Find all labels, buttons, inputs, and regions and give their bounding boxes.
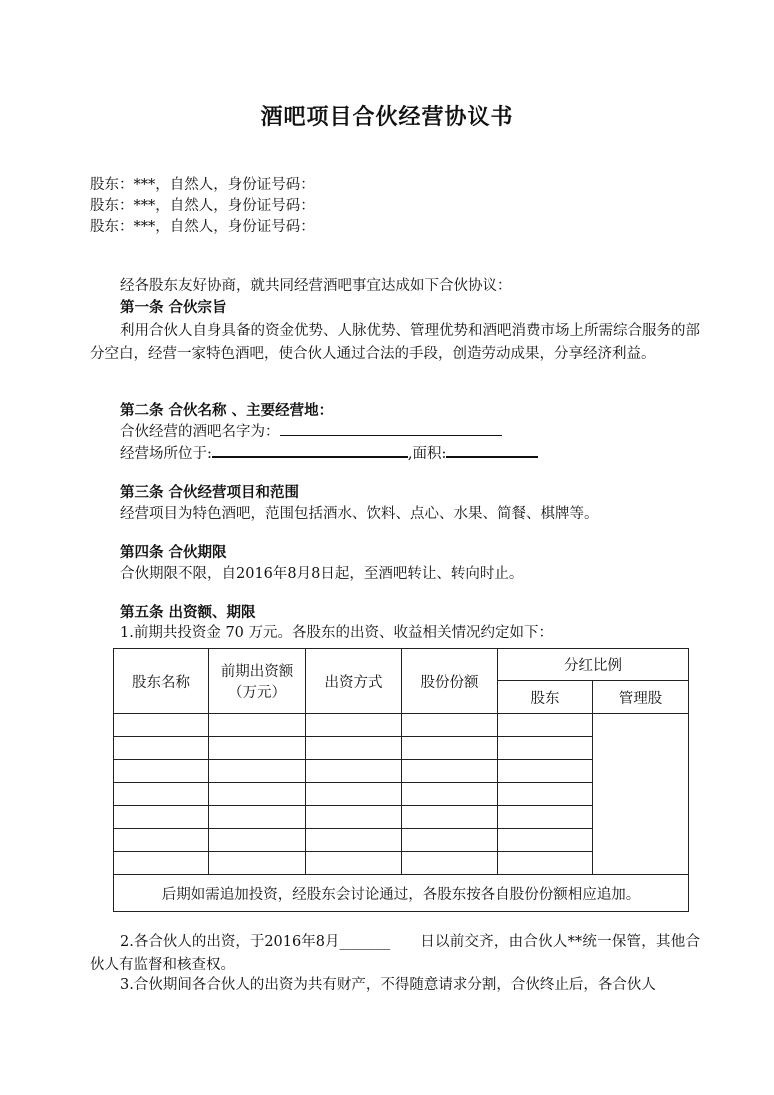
article4-body: 合伙期限不限，自2016年8月8日起，至酒吧转让、转向时止。 (120, 566, 524, 582)
shareholder-line-2: 股东：***，自然人，身份证号码： (90, 198, 315, 214)
table-cell (402, 806, 498, 829)
article5-heading: 第五条 出资额、期限 (120, 604, 256, 621)
table-cell (209, 852, 306, 875)
header-initial-amount-line1: 前期出资额 (220, 664, 294, 680)
table-cell (498, 760, 593, 783)
table-cell (114, 852, 209, 875)
header-initial-amount (209, 649, 306, 714)
header-share-amount: 股份份额 (402, 649, 498, 714)
table-cell (306, 737, 402, 760)
table-cell (498, 737, 593, 760)
article1-heading: 第一条 合伙宗旨 (120, 299, 227, 316)
table-cell (209, 737, 306, 760)
location-label: 经营场所位于: (120, 446, 212, 462)
table-cell (402, 852, 498, 875)
table-cell (402, 714, 498, 737)
table-cell (498, 852, 593, 875)
table-cell (114, 783, 209, 806)
table-cell (114, 806, 209, 829)
table-cell (498, 783, 593, 806)
article5-item3: 3.合伙期间各合伙人的出资为共有财产，不得随意请求分割，合伙终止后，各合伙人 (120, 977, 656, 993)
table-cell (498, 714, 593, 737)
table-cell (498, 806, 593, 829)
article5-item2-part2: 日以前交齐，由合伙人**统一保管，其他合伙人有监督和核查权。 (90, 934, 700, 973)
investment-table (113, 648, 689, 912)
article5-item1: 1.前期共投资金 70 万元。各股东的出资、收益相关情况约定如下： (120, 625, 554, 641)
table-cell (306, 760, 402, 783)
article3-heading: 第三条 合伙经营项目和范围 (120, 484, 300, 501)
shareholder-line-1: 股东：***，自然人，身份证号码： (90, 177, 315, 193)
shareholder-line-3: 股东：***，自然人，身份证号码： (90, 219, 315, 235)
article4-heading: 第四条 合伙期限 (120, 544, 227, 561)
header-shareholder-name: 股东名称 (114, 649, 209, 714)
table-cell (306, 852, 402, 875)
table-cell (114, 737, 209, 760)
intro-text: 经各股东友好协商，就共同经营酒吧事宜达成如下合伙协议： (120, 278, 512, 294)
header-sub-shareholder: 股东 (498, 681, 593, 714)
header-dividend-ratio: 分红比例 (498, 649, 689, 681)
header-sub-management: 管理股 (593, 681, 689, 714)
table-cell (114, 829, 209, 852)
table-cell (306, 783, 402, 806)
table-cell (402, 783, 498, 806)
table-cell (209, 783, 306, 806)
table-cell (402, 737, 498, 760)
location-blank (212, 442, 408, 458)
area-blank (446, 442, 538, 458)
bar-name-line (120, 421, 502, 443)
document-title: 酒吧项目合伙经营协议书 (260, 104, 514, 130)
location-line (120, 442, 538, 465)
article3-body: 经营项目为特色酒吧，范围包括酒水、饮料、点心、水果、简餐、棋牌等。 (120, 506, 599, 522)
article5-item2-blank: _______ (339, 934, 391, 950)
article1-body: 利用合伙人自身具备的资金优势、人脉优势、管理优势和酒吧消费市场上所需综合服务的部分空白，经营一家特色酒吧，使合伙人通过合法的手段，创造劳动成果，分享经济利益。 (90, 323, 700, 362)
table-cell (306, 806, 402, 829)
table-cell (306, 829, 402, 852)
bar-name-label: 合伙经营的酒吧名字为： (120, 424, 280, 440)
table-cell (209, 760, 306, 783)
table-cell (209, 714, 306, 737)
article5-item2-part1: 2.各合伙人的出资，于2016年8月 (120, 934, 340, 950)
table-header-row (114, 649, 689, 681)
table-cell (306, 714, 402, 737)
header-contribution-method: 出资方式 (306, 649, 402, 714)
table-cell (114, 714, 209, 737)
table-row (114, 714, 689, 737)
table-cell (402, 760, 498, 783)
table-cell (209, 829, 306, 852)
table-cell (114, 760, 209, 783)
table-cell (498, 829, 593, 852)
management-share-cell (593, 714, 689, 875)
header-initial-amount-line2: （万元） (228, 685, 286, 701)
table-cell (402, 829, 498, 852)
area-label: ,面积: (407, 446, 447, 462)
article2-heading: 第二条 合伙名称 、主要经营地： (120, 402, 334, 419)
table-cell (209, 806, 306, 829)
table-footer-row (114, 875, 689, 912)
article5-item2-wrap (90, 931, 700, 977)
table-footer-note: 后期如需追加投资，经股东会讨论通过，各股东按各自股份份额相应追加。 (114, 875, 689, 912)
bar-name-blank (280, 421, 502, 436)
